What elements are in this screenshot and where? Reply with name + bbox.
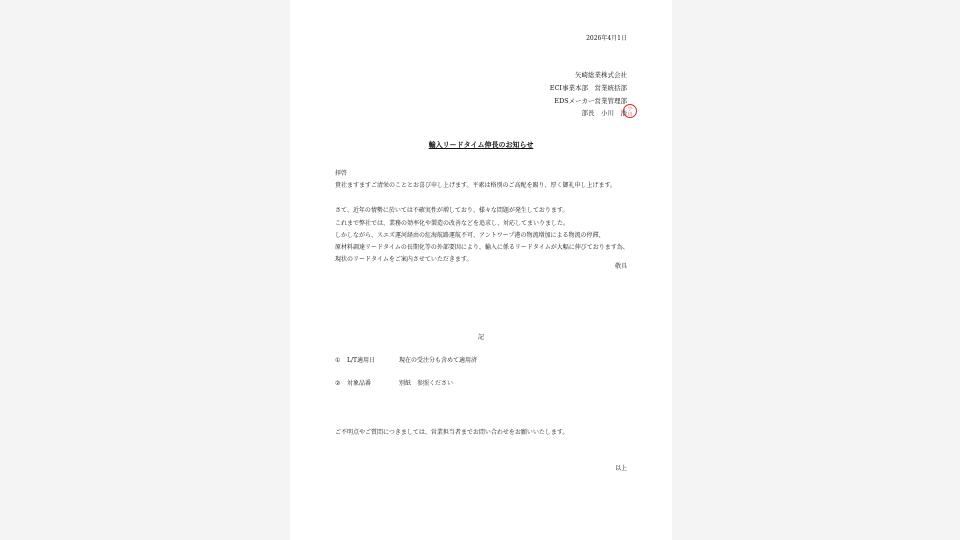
item-label: L/T適用日 bbox=[347, 357, 376, 364]
item-number: ① bbox=[335, 357, 341, 364]
sender-department: EDSメーカー営業管理部 bbox=[554, 96, 627, 105]
closing-ijo: 以上 bbox=[614, 465, 627, 472]
seal-stamp: 小 川 bbox=[623, 104, 637, 118]
list-item bbox=[335, 355, 477, 364]
sender-block bbox=[550, 69, 627, 120]
body-line-5: 原材料調達リードタイムの長期化等の外部要因により、輸入に係るリードタイムが大幅に伸びております為、 bbox=[335, 244, 629, 252]
contact-note: ご不明点やご質問につきましては、営業担当者までお問い合わせをお願いいたします。 bbox=[335, 429, 569, 436]
item-label: 対象品番 bbox=[347, 380, 372, 387]
body-line-4: しかしながら、スエズ運河経由の紅海航路運航不可、アントワープ港の物流増加による物流の停滞、 bbox=[335, 231, 605, 239]
letter-page bbox=[290, 0, 672, 540]
document-title: 輸入リードタイム伸長のお知らせ bbox=[428, 140, 534, 149]
item-number: ② bbox=[335, 380, 341, 387]
item-value: 別紙 参照ください bbox=[399, 380, 454, 387]
body-line-1: 貴社ますますご清栄のこととお喜び申し上げます。平素は格別のご高配を賜り、厚く御礼申し上げます。 bbox=[335, 182, 617, 190]
body-line-6: 現状のリードタイムをご案内させていただきます。 bbox=[335, 256, 473, 264]
sender-division: ECI事業本部 営業統括部 bbox=[549, 83, 627, 92]
body-line-3: これまで弊社では、業務の効率化や製造の改善などを追求し、対応してまいりました。 bbox=[335, 219, 570, 227]
item-value: 現在の受注分も含めて適用済 bbox=[399, 357, 478, 364]
sender-company: 矢崎総業株式会社 bbox=[575, 71, 627, 79]
letter-body bbox=[335, 168, 629, 266]
list-item bbox=[335, 378, 453, 387]
greeting: 拝啓 bbox=[335, 170, 348, 177]
closing-keigu: 敬具 bbox=[614, 263, 627, 270]
ki-heading: 記 bbox=[477, 334, 484, 341]
letter-date: 2026年4月1日 bbox=[586, 35, 627, 42]
sender-person: 部長 小川 浩 bbox=[581, 109, 627, 118]
body-line-2: さて、近年の情勢に於いては不確実性が増しており、様々な問題が発生しております。 bbox=[335, 207, 569, 215]
